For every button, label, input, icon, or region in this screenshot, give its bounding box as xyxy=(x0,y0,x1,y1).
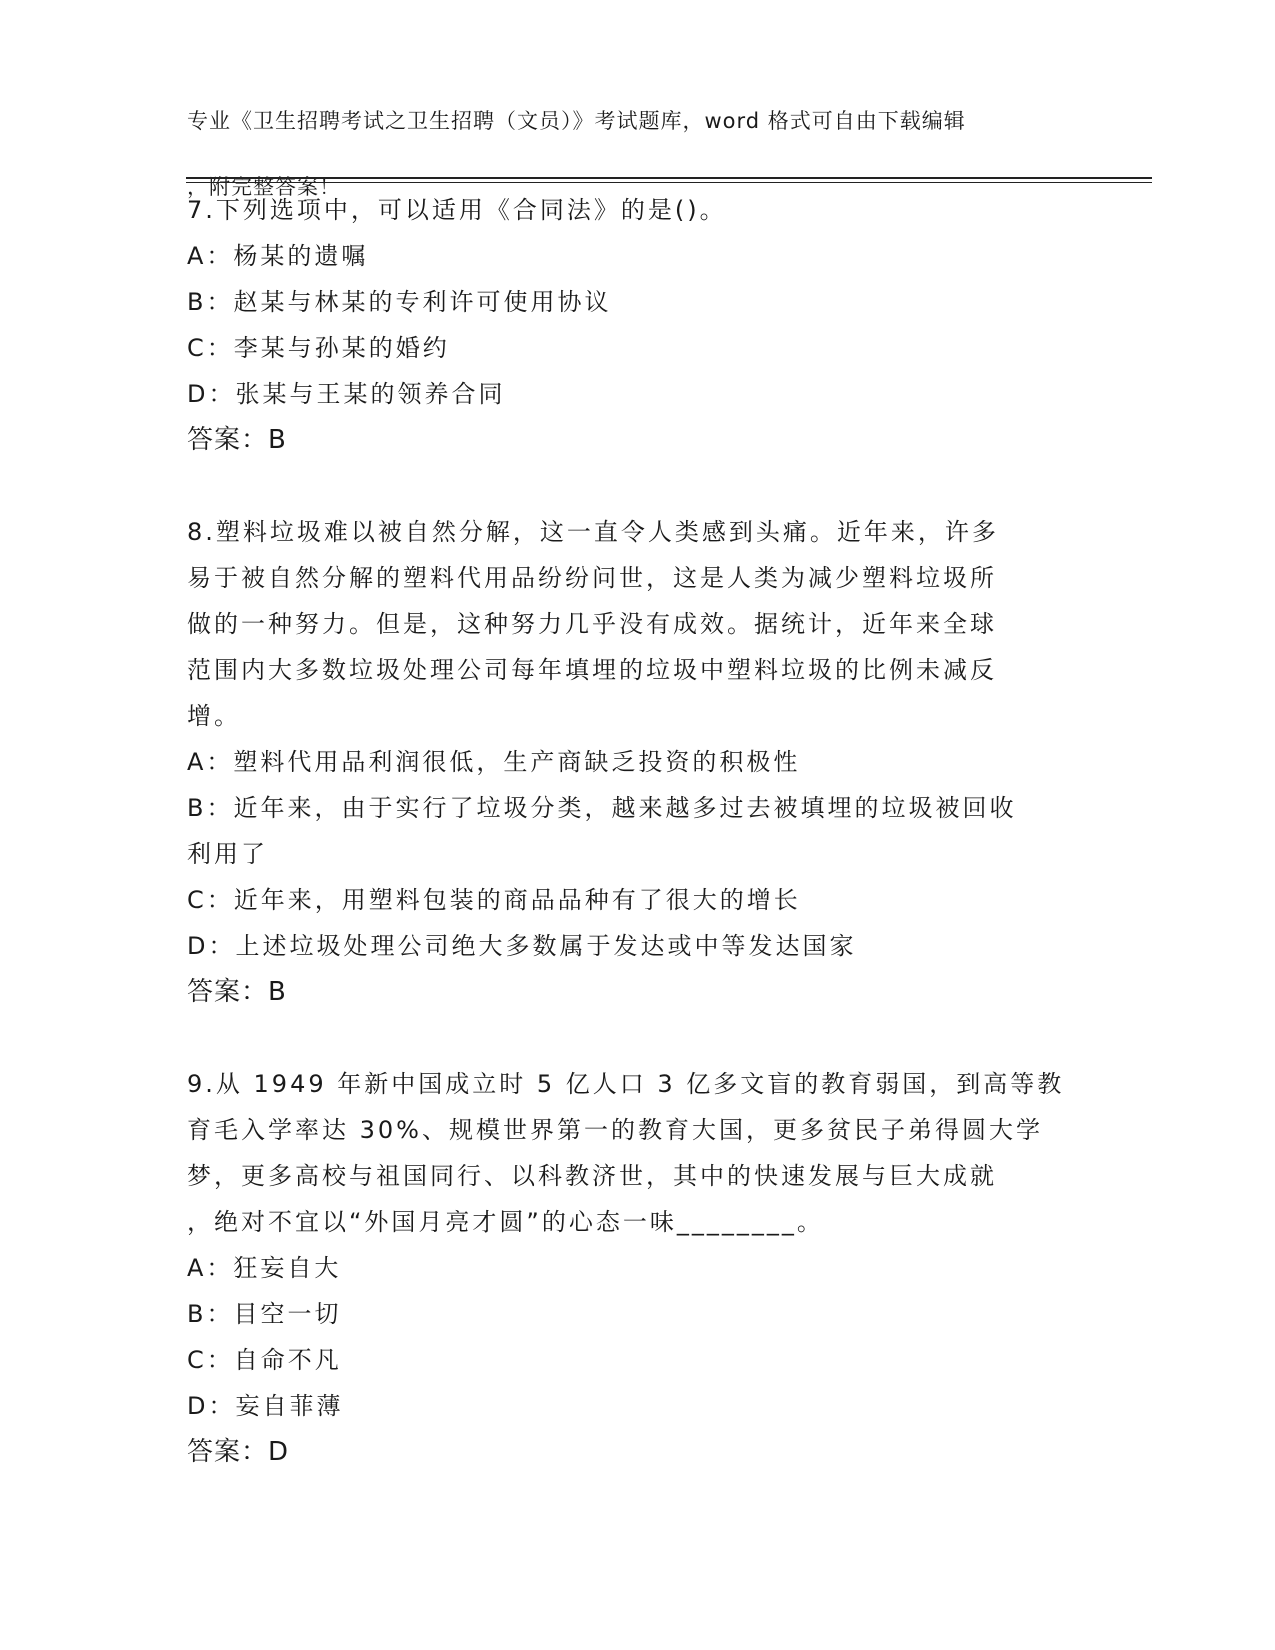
question-stem: 范围内大多数垃圾处理公司每年填埋的垃圾中塑料垃圾的比例未减反 xyxy=(187,656,997,684)
question-stem: 梦，更多高校与祖国同行、以科教济世，其中的快速发展与巨大成就 xyxy=(187,1162,997,1190)
option-d: D：上述垃圾处理公司绝大多数属于发达或中等发达国家 xyxy=(187,932,857,960)
option-a: A：杨某的遗嘱 xyxy=(187,242,369,270)
option-c: C：李某与孙某的婚约 xyxy=(187,334,450,362)
question-7 xyxy=(187,187,1087,463)
header-line-1: 专业《卫生招聘考试之卫生招聘（文员）》考试题库，word 格式可自由下载编辑 xyxy=(187,109,966,133)
question-stem: 增。 xyxy=(187,702,241,730)
question-9 xyxy=(187,1061,1087,1475)
question-stem: 育毛入学率达 30%、规模世界第一的教育大国，更多贫民子弟得圆大学 xyxy=(187,1116,1043,1144)
header-rule-thin xyxy=(186,182,1152,183)
answer-label: 答案：B xyxy=(187,425,287,455)
question-8 xyxy=(187,509,1087,1015)
question-stem: 8.塑料垃圾难以被自然分解，这一直令人类感到头痛。近年来，许多 xyxy=(187,518,999,546)
option-a: A：狂妄自大 xyxy=(187,1254,342,1282)
option-b: B：近年来，由于实行了垃圾分类，越来越多过去被填埋的垃圾被回收 xyxy=(187,794,1017,822)
option-b: B：赵某与林某的专利许可使用协议 xyxy=(187,288,612,316)
question-stem: 9.从 1949 年新中国成立时 5 亿人口 3 亿多文盲的教育弱国，到高等教 xyxy=(187,1070,1065,1098)
question-stem: 7.下列选项中，可以适用《合同法》的是()。 xyxy=(187,196,727,224)
header-rule-thick xyxy=(186,177,1152,179)
header-line-2: ，附完整答案！ xyxy=(187,175,341,199)
question-stem: 做的一种努力。但是，这种努力几乎没有成效。据统计，近年来全球 xyxy=(187,610,997,638)
option-d: D：张某与王某的领养合同 xyxy=(187,380,506,408)
question-stem: ，绝对不宜以“外国月亮才圆”的心态一味________。 xyxy=(187,1208,824,1236)
question-list xyxy=(187,187,1087,1521)
answer-label: 答案：D xyxy=(187,1437,290,1467)
option-b-continued: 利用了 xyxy=(187,840,268,868)
option-c: C：自命不凡 xyxy=(187,1346,342,1374)
option-a: A：塑料代用品利润很低，生产商缺乏投资的积极性 xyxy=(187,748,801,776)
question-stem: 易于被自然分解的塑料代用品纷纷问世，这是人类为减少塑料垃圾所 xyxy=(187,564,997,592)
option-d: D：妄自菲薄 xyxy=(187,1392,344,1420)
option-b: B：目空一切 xyxy=(187,1300,342,1328)
answer-label: 答案：B xyxy=(187,977,287,1007)
option-c: C：近年来，用塑料包装的商品品种有了很大的增长 xyxy=(187,886,801,914)
